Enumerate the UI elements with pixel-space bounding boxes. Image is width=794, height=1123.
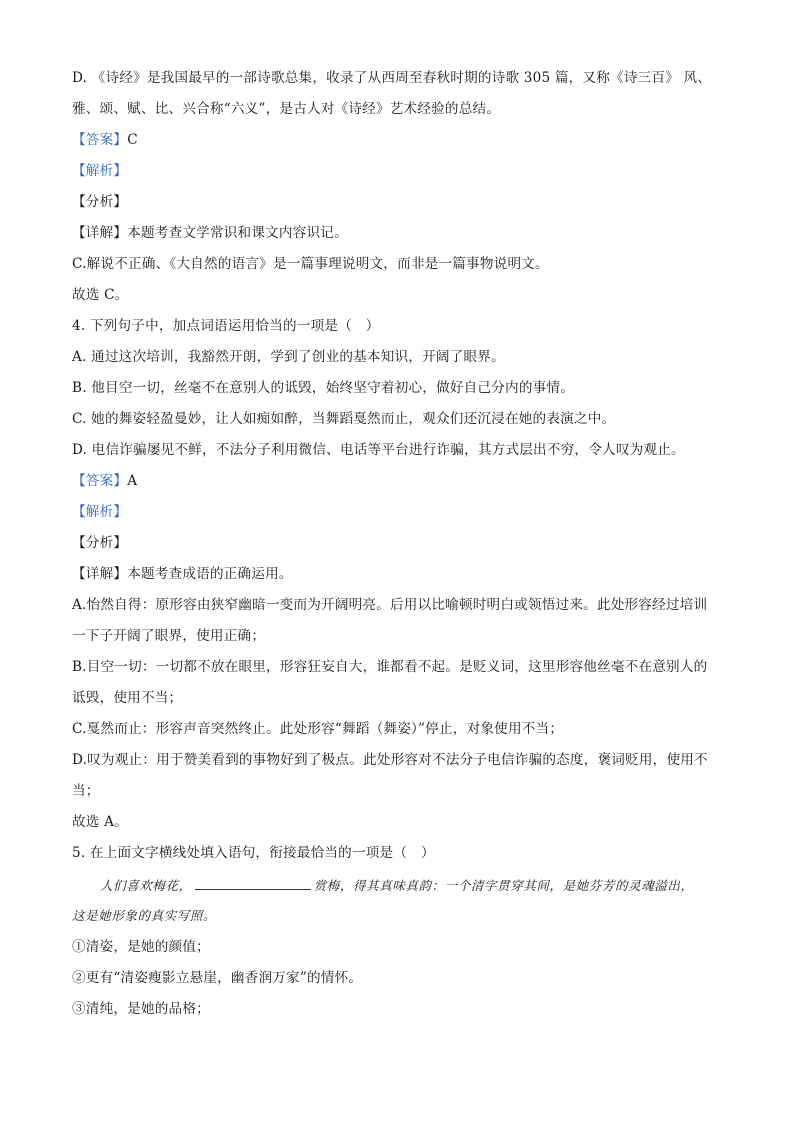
explanation-c: C.解说不正确、《大自然的语言》是一篇事理说明文，而非是一篇事物说明文。 (72, 256, 549, 272)
question-4-stem: 4. 下列句子中，加点词语运用恰当的一项是（ ） (72, 318, 380, 334)
choose-c: 故选 C。 (72, 287, 129, 303)
question-4-option-a: A. 通过这次培训，我豁然开朗，学到了创业的基本知识，开阔了眼界。 (72, 349, 505, 365)
fenxi-tag-row-3 (72, 192, 732, 212)
explanation-b-line-2: 诋毁，使用不当； (72, 690, 183, 706)
answer-row-4 (72, 471, 732, 491)
question-4-option-c: C. 她的舞姿轻盈曼妙，让人如痴如醉，当舞蹈戛然而止，观众们还沉浸在她的表演之中。 (72, 411, 616, 427)
passage-line-2: 这是她形象的真实写照。 (72, 908, 217, 923)
fill-blank (195, 877, 311, 890)
analysis-tag-row-3 (72, 161, 732, 181)
passage-line-1 (100, 876, 760, 896)
detail-row-4 (72, 564, 732, 584)
explanation-a-line-2: 一下子开阔了眼界，使用正确； (72, 628, 266, 644)
question-4-option-b: B. 他目空一切，丝毫不在意别人的诋毁，始终坚守着初心，做好自己分内的事情。 (72, 380, 575, 396)
detail-tag: 【详解】 (72, 566, 128, 582)
answer-tag: 【答案】 (72, 132, 128, 148)
option-d-line-2: 雅、颂、赋、比、兴合称“六义”，是古人对《诗经》艺术经验的总结。 (72, 101, 501, 117)
explanation-b-line-1: B.目空一切：一切都不放在眼里，形容狂妄自大，谁都看不起。是贬义词，这里形容他丝毫不在意别人的 (72, 659, 708, 675)
answer-value: C (127, 132, 138, 148)
analysis-tag-row-4 (72, 502, 732, 522)
detail-row-3 (72, 223, 732, 243)
answer-row-3 (72, 130, 732, 150)
explanation-d-line-1: D.叹为观止：用于赞美看到的事物好到了极点。此处形容对不法分子电信诈骗的态度，褒词贬用，使用不 (72, 752, 708, 768)
answer-tag: 【答案】 (72, 473, 128, 489)
answer-value: A (127, 473, 138, 489)
detail-text: 本题考查成语的正确运用。 (127, 566, 293, 582)
choice-item-1: ①清姿，是她的颜值； (72, 939, 210, 955)
fenxi-tag: 【分析】 (72, 535, 128, 551)
choice-item-3: ③清纯，是她的品格； (72, 1001, 210, 1017)
choice-item-2: ②更有“清姿瘦影立悬崖，幽香润万家”的情怀。 (72, 970, 363, 986)
question-4-option-d: D. 电信诈骗屡见不鲜，不法分子利用微信、电话等平台进行诈骗，其方式层出不穷，令人叹为观止。 (72, 442, 685, 458)
choose-a: 故选 A。 (72, 814, 128, 830)
question-5-stem: 5. 在上面文字横线处填入语句，衔接最恰当的一项是（ ） (72, 845, 435, 861)
fenxi-tag: 【分析】 (72, 194, 128, 210)
detail-tag: 【详解】 (72, 225, 128, 241)
explanation-a-line-1: A.怡然自得：原形容由狭窄幽暗一变而为开阔明亮。后用以比喻顿时明白或领悟过来。此处形容经过培训 (72, 597, 708, 613)
passage-start: 人们喜欢梅花， (100, 878, 192, 893)
explanation-c-line: C.戛然而止：形容声音突然终止。此处形容“舞蹈（舞姿）”停止，对象使用不当； (72, 721, 564, 737)
passage-rest: 赏梅，得其真味真韵：一个清字贯穿其间，是她芬芳的灵魂溢出， (313, 878, 694, 893)
option-d-line-1: D. 《诗经》是我国最早的一部诗歌总集，收录了从西周至春秋时期的诗歌 305 篇，又称《诗三百》 风、 (72, 70, 712, 86)
analysis-tag: 【解析】 (72, 504, 128, 520)
fenxi-tag-row-4 (72, 533, 732, 553)
explanation-d-line-2: 当； (72, 783, 100, 799)
detail-text: 本题考查文学常识和课文内容识记。 (127, 225, 348, 241)
analysis-tag: 【解析】 (72, 163, 128, 179)
